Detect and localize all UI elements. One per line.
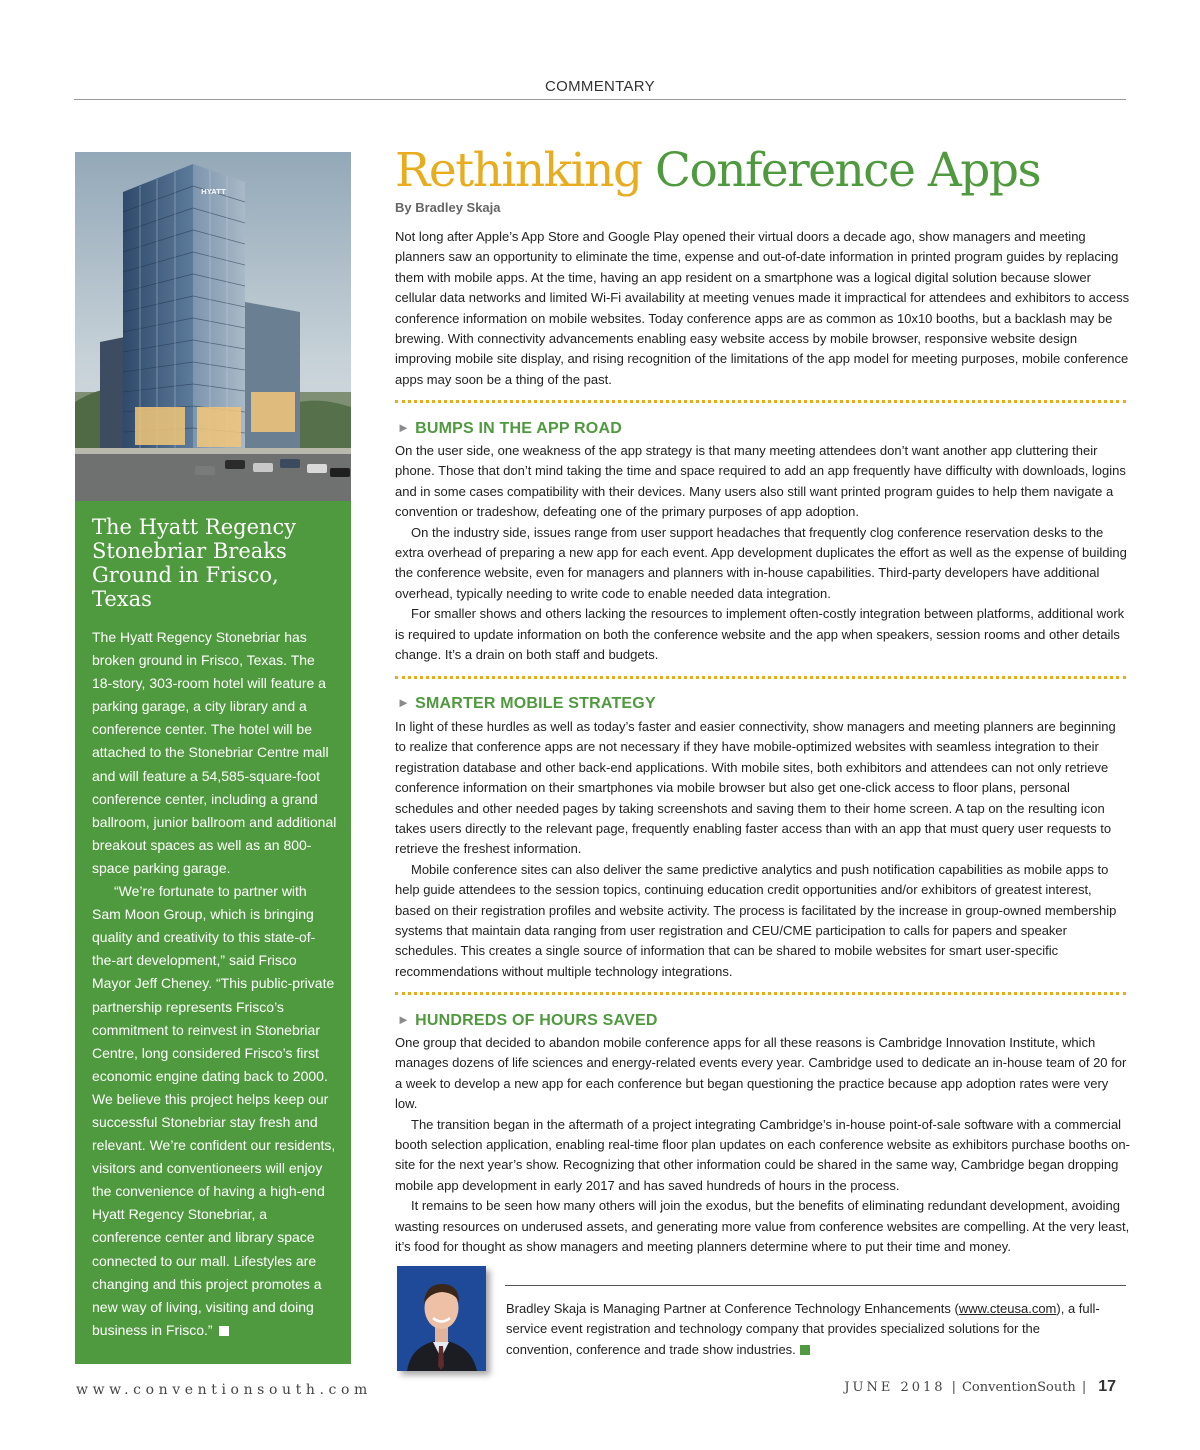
section-heading — [397, 420, 622, 438]
body-paragraph: Mobile conference sites can also deliver the same predictive analytics and push notification capabilities as mobile apps to help guide attendees to the session topics, continuing education credit opportunities and/or exhibitors of greatest interest, based on their registration profiles and website activity. The process is facilitated by the increase in group-owned membership systems that maintain data ranging from user registration and CEU/CME participation to calls for papers and speaker schedules. This creates a single source of information that can be shared to mobile websites for smart user-specific recommendations without multiple technology integrations. — [395, 861, 1117, 979]
article-title — [395, 141, 1040, 201]
author-website-link[interactable]: www.cteusa.com — [958, 1301, 1057, 1316]
sidebar-paragraph: The Hyatt Regency Stonebriar has broken ground in Frisco, Texas. The 18-story, 303-room hotel will feature a parking garage, a city library and a conference center. The hotel will be attached to the Stonebriar Centre mall and will feature a 54,585-square-foot conference center, including a grand ballroom, junior ballroom and additional breakout spaces as well as an 800-space parking garage. — [92, 629, 337, 876]
sidebar-paragraph — [92, 880, 337, 1342]
section-body — [395, 441, 1130, 665]
dotted-divider — [395, 676, 1126, 679]
section-heading — [397, 695, 656, 713]
footer-separator: | — [1081, 1380, 1087, 1395]
section-heading-text: SMARTER MOBILE STRATEGY — [415, 695, 656, 712]
body-paragraph: It remains to be seen how many others will join the exodus, but the benefits of eliminating redundant development, avoiding wasting resources on underused assets, and generating more value from conference websites are compelling. At the very least, it’s food for thought as show managers and meeting planners determine where to put their time and money. — [395, 1198, 1130, 1255]
triangle-arrow-icon: ► — [397, 695, 411, 710]
section-heading-text: HUNDREDS OF HOURS SAVED — [415, 1012, 658, 1029]
section-body — [395, 1033, 1130, 1257]
dotted-divider — [395, 992, 1126, 995]
building-sign: HYATT — [201, 188, 226, 196]
title-part-2: Conference Apps — [654, 143, 1041, 198]
body-paragraph: For smaller shows and others lacking the resources to implement often-costly integration between platforms, additional work is required to update information on both the conference website and the app when speakers, session rooms and other details change. It’s a drain on both staff and budgets. — [395, 606, 1125, 663]
body-paragraph: On the user side, one weakness of the app strategy is that many meeting attendees don’t want another app cluttering their phone. Those that don’t mind taking the time and space required to add an app frequently have difficulty with downloads, logins and in some cases compatibility with their devices. Many users also still want printed program guides to help them navigate a convention or tradeshow, defeating one of the primary purposes of app adoption. — [395, 443, 1126, 520]
bio-text: Bradley Skaja is Managing Partner at Conference Technology Enhancements ( — [506, 1301, 959, 1316]
body-paragraph: On the industry side, issues range from user support headaches that frequently clog conference reservation desks to the extra overhead of preparing a new app for each event. App development duplicates the effort as well as the expense of building the conference website, even for managers and planners with in-house capabilities. Third-party developers have additional overhead, typically needing to write code to enable needed data integration. — [395, 524, 1127, 601]
sidebar-quote: “We’re fortunate to partner with Sam Moon Group, which is bringing quality and creativity to this state-of-the-art development,” said Frisco Mayor Jeff Cheney. “This public-private partnership represents Frisco’s commitment to reinvest in Stonebriar Centre, long considered Frisco’s first economic engine dating back to 2000. We believe this project helps keep our successful Stonebriar stay fresh and relevant. We’re confident our residents, visitors and conventioneers will enjoy the convenience of having a high-end Hyatt Regency Stonebriar, a conference center and library space connected to our mall. Lifestyles are changing and this project promotes a new way of living, visiting and doing business in Frisco.” — [92, 883, 336, 1338]
sidebar-box — [75, 501, 351, 1364]
footer-separator: | — [951, 1380, 956, 1395]
section-heading-text: BUMPS IN THE APP ROAD — [415, 420, 622, 437]
end-mark-icon — [800, 1345, 810, 1355]
title-part-1: Rethinking — [395, 143, 642, 198]
issue-date: JUNE 2018 — [844, 1380, 946, 1395]
end-mark-icon — [219, 1326, 229, 1336]
footer-website: www.conventionsouth.com — [76, 1382, 372, 1398]
header-rule — [74, 99, 1126, 100]
intro-block — [395, 227, 1130, 390]
hotel-rendering-image — [75, 152, 351, 501]
bio-text: ), a full-service event registration and technology company that provides specialized solutions for the convention, conference and trade show industries. — [506, 1301, 1100, 1357]
section-label: COMMENTARY — [545, 78, 655, 95]
sidebar-text — [92, 626, 337, 1342]
triangle-arrow-icon: ► — [397, 420, 411, 435]
byline: By Bradley Skaja — [395, 200, 501, 215]
triangle-arrow-icon: ► — [397, 1012, 411, 1027]
author-headshot — [397, 1266, 486, 1371]
body-paragraph: The transition began in the aftermath of a project integrating Cambridge’s in-house point-of-sale software with a commercial booth selection application, enabling real-time floor plan updates on each conference website as exhibitors purchase booths on-site for the next year’s show. Recognizing that other information could be shared in the same way, Cambridge began dropping mobile app development in early 2017 and has saved hundreds of hours in the process. — [395, 1116, 1130, 1193]
page-number: 17 — [1098, 1378, 1116, 1395]
body-paragraph: One group that decided to abandon mobile conference apps for all these reasons is Cambridge Innovation Institute, which manages dozens of life sciences and energy-related events every year. Cambridge used to dedicate an in-house team of 20 for a week to develop a new app for each conference but began questioning the practice because app adoption rates were very low. — [395, 1035, 1127, 1112]
dotted-divider — [395, 400, 1126, 403]
sidebar-title: The Hyatt Regency Stonebriar Breaks Ground in Frisco, Texas — [92, 515, 297, 611]
section-body — [395, 717, 1130, 982]
body-paragraph: In light of these hurdles as well as today’s faster and easier connectivity, show managers and meeting planners are beginning to realize that conference apps are not necessary if they have mobile-optimized websites with seamless integration to their registration database and other back-end applications. With mobile sites, both exhibitors and attendees can not only retrieve conference information on their smartphones via mobile browser but also get one-click access to floor plans, personal schedules and other needed pages by taking screenshots and saving them to their home screen. A tap on the resulting icon takes users directly to the relevant page, frequently enabling faster access than with an app that must query user requests to retrieve the freshest information. — [395, 719, 1116, 857]
bio-rule — [505, 1285, 1126, 1286]
magazine-name: ConventionSouth — [961, 1380, 1076, 1395]
author-bio — [506, 1299, 1106, 1360]
section-heading — [397, 1012, 658, 1030]
footer-folio — [844, 1378, 1116, 1396]
intro-paragraph: Not long after Apple’s App Store and Google Play opened their virtual doors a decade ago, show managers and meeting planners saw an opportunity to eliminate the time, expense and out-of-date information in printed program guides by replacing them with mobile apps. At the time, having an app resident on a smartphone was a logical digital solution because slower cellular data networks and limited Wi-Fi availability at meeting venues made it impractical for attendees and exhibitors to access conference information on mobile websites. Today conference apps are as common as 10x10 booths, but a backlash may be brewing. With connectivity advancements enabling easy website access by mobile browser, responsive website design improving mobile site display, and rising recognition of the limitations of the app model for meeting purposes, mobile conference apps may soon be a thing of the past. — [395, 229, 1130, 387]
